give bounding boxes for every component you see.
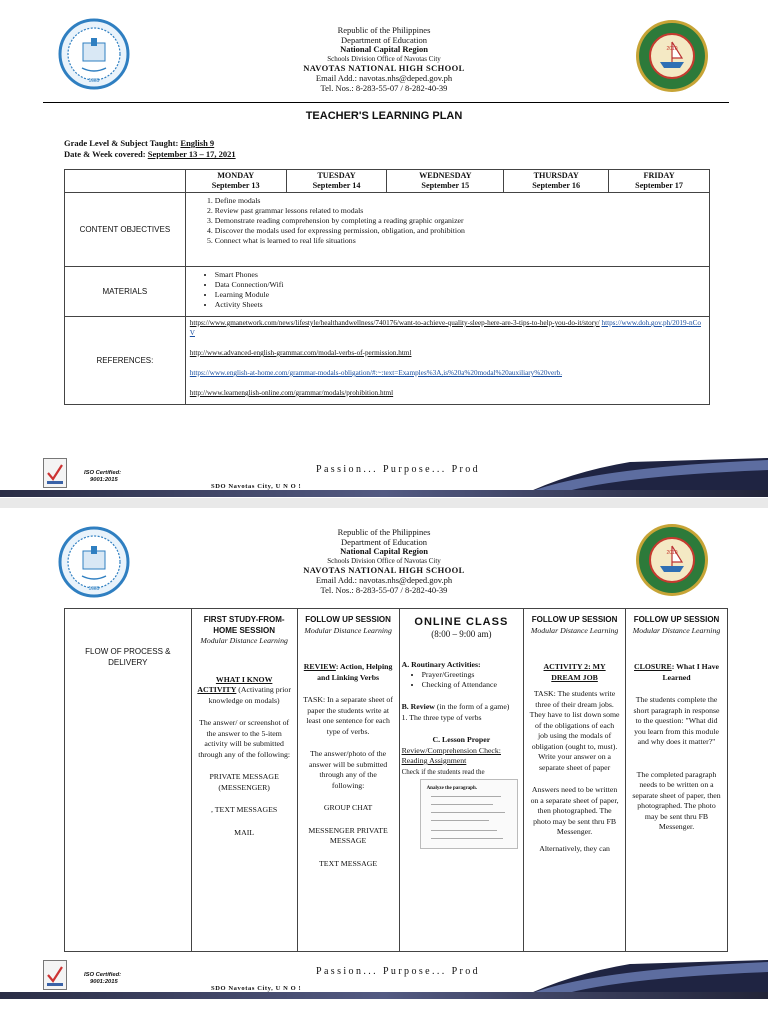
region-line: National Capital Region [340,546,428,557]
session-column-5 [626,609,728,952]
division-seal-icon [634,522,710,598]
routinary-list [402,670,522,690]
closure-title: : What I Have Learned [662,662,720,682]
review-label: REVIEW [303,662,336,671]
closure-heading [631,662,722,683]
page-footer [0,458,768,496]
country-line: Republic of the Philippines [337,527,431,537]
session-column-1 [191,609,297,952]
day-name: THURSDAY [533,171,579,180]
day-header-thursday [504,170,609,193]
alternative-text: Alternatively, they can [539,843,610,853]
footer-motto: Passion... Purpose... Prod [316,464,481,475]
email-line: Email Add.: navotas.nhs@deped.gov.ph [315,72,453,83]
school-seal-icon [58,526,130,598]
activity-heading [197,675,292,707]
references-cell [185,317,709,405]
objectives-row [65,193,710,267]
tel-line: Tel. Nos.: 8-283-55-07 / 8-282-40-39 [320,82,448,93]
letterhead-text [200,26,568,93]
activity-title: WHAT I KNOW ACTIVITY [197,674,273,694]
review-item: 1. The three type of verbs [401,712,482,722]
cut-off-text: Check if the students read the [401,767,485,775]
iso-badge-icon [43,960,67,990]
flow-label-cell [65,609,192,952]
session-title: FOLLOW UP SESSION [305,615,391,624]
task-text: TASK: The students write three of their dream jobs. They have to list down some of the obligations of each job using the modals of obligation (ought to, must). Write your answer on a separate sheet of paper [529,689,620,772]
review-format: (in the form of a game) [436,702,510,711]
svg-text:1989: 1989 [88,78,100,84]
submit-option: MESSENGER PRIVATE MESSAGE [308,825,388,845]
worksheet-thumbnail [420,779,518,849]
reference-link-obligation[interactable]: https://www.english-at-home.com/grammar-modals-obligation/#:~:text=Examples%3A,is%20a%20modal%20auxiliary%20verb. [189,369,562,377]
division-line: Schools Division Office of Navotas City [327,54,441,63]
review-topic: : Action, Helping and Linking Verbs [317,662,393,682]
reference-link-permission[interactable]: http://www.advanced-english-grammar.com/modal-verbs-of-permission.html [189,349,412,357]
grade-label: Grade Level & Subject Taught: [64,138,179,148]
iso-standard: 9001:2015 [90,477,118,483]
objectives-cell [185,193,709,267]
tel-line: Tel. Nos.: 8-283-55-07 / 8-282-40-39 [320,584,448,595]
svg-text:2010: 2010 [666,550,678,556]
session-column-3 [399,609,524,952]
lesson-proper-heading: C. Lesson Proper [432,735,491,744]
day-name: FRIDAY [643,171,675,180]
day-header-tuesday [286,170,387,193]
grade-value: English 9 [180,138,215,148]
day-name: MONDAY [217,171,255,180]
footer-bar [0,992,768,999]
closure-instructions: The students complete the short paragraph in response to the question: "What did you learn from this module and why does it matter?" [633,695,720,746]
flow-row [65,609,728,952]
submission-instructions: The answer/ or screenshot of the answer to the 5-item activity will be submitted through any of the following: [198,718,291,759]
reference-link-prohibition[interactable]: http://www.learnenglish-online.com/grammar/modals/prohibition.html [189,389,394,397]
submission-instructions: The answer/photo of the answer will be submitted through any of the following: [309,749,388,790]
iso-certification [84,470,121,484]
submit-option: GROUP CHAT [323,803,373,812]
submission-instructions: The completed paragraph needs to be written on a separate sheet of paper, then photographed. The photo may be sent thru FB Messenger. [632,769,721,831]
objectives-label: CONTENT OBJECTIVES [65,193,186,267]
objective-item: 4. Discover the modals used for expressing permission, obligation, and prohibition [215,226,708,236]
iso-label: ISO Certified: [84,470,122,476]
page-footer [0,960,768,998]
material-item: • Activity Sheets [215,300,708,310]
school-name: NAVOTAS NATIONAL HIGH SCHOOL [303,63,465,74]
grade-level-line [64,138,214,148]
materials-cell [185,267,709,317]
country-line: Republic of the Philippines [337,25,431,35]
answer-instructions: Answers need to be written on a separate sheet of paper, then photographed. The photo may be sent thru FB Messenger. [530,785,619,836]
submit-option: TEXT MESSAGE [319,858,378,868]
day-date: September 14 [312,181,361,190]
footer-motto: Passion... Purpose... Prod [316,966,481,977]
letterhead [0,0,768,93]
department-line: Department of Education [341,34,427,45]
iso-badge-icon [43,458,67,488]
routinary-item: • Checking of Attendance [422,680,522,690]
session-mode: Modular Distance Learning [200,636,288,645]
session-column-4 [524,609,626,952]
email-line: Email Add.: navotas.nhs@deped.gov.ph [315,574,453,585]
objectives-list [187,196,708,246]
footer-bar [0,490,768,497]
date-week-line [64,149,236,159]
region-line: National Capital Region [340,44,428,55]
svg-text:2010: 2010 [666,46,678,52]
materials-row [65,267,710,317]
page-title: TEACHER'S LEARNING PLAN [305,110,463,122]
day-header-wednesday [387,170,504,193]
day-header-monday [185,170,286,193]
routinary-heading: A. Routinary Activities: [401,659,481,669]
objective-item: 3. Demonstrate reading comprehension by completing a reading graphic organizer [215,216,708,226]
date-label: Date & Week covered: [64,149,146,159]
review-heading [303,662,394,683]
reference-link-doh[interactable]: https://www.doh.gov.ph/2019-nCoV [189,319,701,337]
materials-label: MATERIALS [65,267,186,317]
corner-cell [65,170,186,193]
review-label: B. Review [401,702,435,711]
session-mode: Modular Distance Learning [530,625,619,635]
review-heading [402,702,522,713]
references-row [65,317,710,405]
header-rule [43,102,729,103]
worksheet-heading: Analyze the paragraph. [426,785,477,791]
division-seal-icon [634,18,710,94]
submit-option: PRIVATE MESSAGE (MESSENGER) [209,772,279,792]
session-mode: Modular Distance Learning [304,625,392,635]
day-date: September 16 [532,181,581,190]
session-mode: Modular Distance Learning [632,625,721,635]
online-class-title: ONLINE CLASS [414,616,509,628]
division-line: Schools Division Office of Navotas City [327,556,441,565]
footer-sdo: SDO Navotas City, U N O ! [211,985,302,992]
submit-option: MAIL [234,827,255,837]
day-header-friday [609,170,710,193]
lesson-proper-sub: Review/Comprehension Check: Reading Assignment [401,745,501,765]
closure-label: CLOSURE [634,662,672,671]
objective-item: 2. Review past grammar lessons related to modals [215,206,708,216]
material-item: • Learning Module [215,290,708,300]
material-item: • Data Connection/Wifi [215,280,708,290]
footer-sdo: SDO Navotas City, U N O ! [211,483,302,490]
iso-label: ISO Certified: [84,972,122,978]
objective-item: 5. Connect what is learned to real life situations [215,236,708,246]
routinary-item: • Prayer/Greetings [422,670,522,680]
reference-link-gma[interactable]: https://www.gmanetwork.com/news/lifestyle/healthandwellness/740176/want-to-achieve-quality-sleep-here-are-3-tips-to-help-you-do-it/story/ [189,319,600,327]
session-title: FIRST STUDY-FROM-HOME SESSION [203,615,285,635]
school-seal-icon [58,18,130,90]
activity-subtitle: (Activating prior knowledge on modals) [208,685,291,705]
session-title: FOLLOW UP SESSION [633,615,720,624]
session-column-2 [297,609,399,952]
day-date: September 15 [421,181,470,190]
letterhead-text [200,528,568,595]
day-date: September 17 [635,181,683,190]
learning-plan-table [64,169,710,405]
day-name: TUESDAY [317,171,356,180]
task-text: TASK: In a separate sheet of paper the students write at least one sentence for each type of verbs. [303,695,393,736]
activity-title: ACTIVITY 2: MY DREAM JOB [543,662,606,682]
material-item: • Smart Phones [215,270,708,280]
department-line: Department of Education [341,536,427,547]
letterhead [0,508,768,598]
school-name: NAVOTAS NATIONAL HIGH SCHOOL [303,565,465,576]
page-2 [0,508,768,1024]
flow-of-process-table [64,608,728,952]
objective-item: 1. Define modals [215,196,708,206]
flow-label: FLOW OF PROCESS & DELIVERY [85,647,171,667]
references-label: REFERENCES: [65,317,186,405]
page-1 [0,0,768,498]
date-value: September 13 – 17, 2021 [147,149,236,159]
day-header-row [65,170,710,193]
materials-list [187,270,708,310]
online-class-time: (8:00 – 9:00 am) [431,629,492,639]
iso-certification [84,972,121,986]
iso-standard: 9001:2015 [90,979,118,985]
svg-text:1989: 1989 [88,586,100,592]
session-title: FOLLOW UP SESSION [531,615,618,624]
day-name: WEDNESDAY [419,171,472,180]
submit-option: , TEXT MESSAGES [211,805,278,814]
day-date: September 13 [211,181,260,190]
